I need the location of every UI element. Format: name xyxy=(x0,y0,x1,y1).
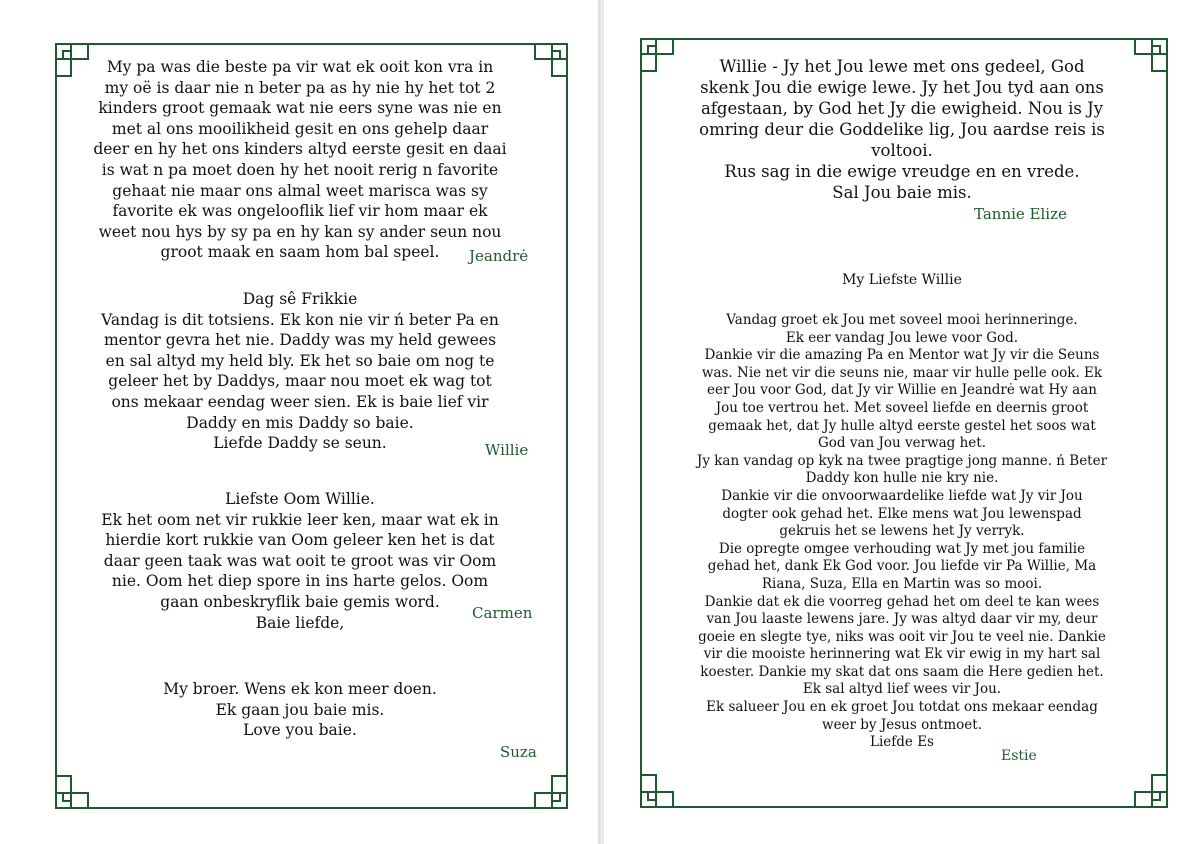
text-line: Jy kan vandag op kyk na twee pragtige jong manne. ń Beter xyxy=(696,452,1108,469)
text-line: eer Jou voor God, dat Jy vir Willie en Jeandrė wat Hy aan xyxy=(707,382,1097,399)
text-line: vir die mooiste herinnering wat Ek vir ewig in my hart sal xyxy=(703,646,1101,663)
text-line: Ek gaan jou baie mis. xyxy=(215,700,385,719)
text-line: goeie en slegte tye, niks was ooit vir Jou te veel nie. Dankie xyxy=(698,628,1106,645)
text-line: Dankie vir die onvoorwaardelike liefde wat Jy vir Jou xyxy=(721,487,1083,504)
text-line: favorite ek was ongelooflik lief vir hom maar ek xyxy=(112,202,488,221)
signature-carmen: Carmen xyxy=(472,604,533,622)
text-line: mentor gevra het nie. Daddy was my held gewees xyxy=(103,331,497,350)
text-line: my oë is daar nie n beter pa as hy nie hy het tot 2 xyxy=(104,78,496,97)
text-line: Ek het oom net vir rukkie leer ken, maar wat ek in xyxy=(101,510,499,529)
tribute-estie xyxy=(634,312,1170,752)
text-line: Vandag groet ek Jou met soveel mooi herinneringe. xyxy=(726,312,1078,328)
tribute-willie xyxy=(40,289,560,454)
text-line: gaan onbeskryflik baie gemis word. xyxy=(160,592,440,611)
text-line: was. Nie net vir die seuns nie, maar vir hulle pelle ook. Ek xyxy=(701,364,1103,381)
text-line: Dankie vir die amazing Pa en Mentor wat Jy vir die Seuns xyxy=(704,347,1100,364)
tribute-heading: My Liefste Willie xyxy=(842,272,962,288)
text-line: is wat n pa moet doen hy het nooit rerig n favorite xyxy=(101,160,499,179)
text-line: Rus sag in die ewige vreudge en en vrede. xyxy=(724,162,1080,181)
text-line: Dag sê Frikkie xyxy=(242,290,358,308)
text-line: en sal altyd my held bly. Ek het so baie om nog te xyxy=(105,351,495,370)
text-line: voltooi. xyxy=(871,141,933,160)
text-line: Dankie dat ek die voorreg gehad het om deel te kan wees xyxy=(704,593,1100,610)
signature-jeandre: Jeandrė xyxy=(469,247,529,265)
signature-suza: Suza xyxy=(500,743,537,761)
text-line: dogter ook gehad het. Elke mens wat Jou lewenspad xyxy=(722,505,1082,522)
text-line: Ek salueer Jou en ek groet Jou totdat ons mekaar eendag xyxy=(706,699,1098,716)
right-page xyxy=(604,0,1200,844)
text-line: gehaat nie maar ons almal weet marisca was sy xyxy=(112,181,488,200)
text-line: Daddy en mis Daddy so baie. xyxy=(186,413,414,432)
text-line: God van Jou verwag het. xyxy=(817,435,987,452)
text-line: van Jou laaste lewens jare. Jy was altyd daar vir my, deur xyxy=(706,611,1098,628)
text-line: Vandag is dit totsiens. Ek kon nie vir ń beter Pa en xyxy=(101,310,499,329)
text-line: Liefde Daddy se seun. xyxy=(213,434,387,453)
text-line: koester. Dankie my skat dat ons saam die Here gedien het. xyxy=(700,663,1104,680)
text-line: Willie - Jy het Jou lewe met ons gedeel, God xyxy=(719,57,1085,76)
text-line: gehad het, dank Ek God voor. Jou liefde vir Pa Willie, Ma xyxy=(707,558,1097,575)
text-line: ons mekaar eendag weer sien. Ek is baie lief vir xyxy=(111,392,489,411)
tribute-elize xyxy=(634,56,1170,203)
text-line: Liefste Oom Willie. xyxy=(225,490,375,508)
text-line: gemaak het, dat Jy hulle altyd eerste gestel het soos wat xyxy=(708,417,1096,434)
text-line: Ek sal altyd lief wees vir Jou. xyxy=(802,681,1002,698)
text-line: daar geen taak was wat ooit te groot was vir Oom xyxy=(103,551,497,570)
signature-willie: Willie xyxy=(485,441,529,459)
text-line: met al ons mooilikheid gesit en ons gehelp daar xyxy=(111,119,489,138)
text-line: My pa was die beste pa vir wat ek ooit kon vra in xyxy=(106,58,494,76)
text-line: gekruis het se lewens het Jy verryk. xyxy=(779,523,1025,540)
text-line: Baie liefde, xyxy=(255,613,345,632)
text-line: Jou toe vertrou het. Met soveel liefde en deernis groot xyxy=(715,399,1089,416)
text-line: kinders groot gemaak wat nie eers syne was nie en xyxy=(98,99,502,118)
text-line: deer en hy het ons kinders altyd eerste gesit en daai xyxy=(93,140,507,159)
signature-estie: Estie xyxy=(1001,748,1037,764)
signature-elize: Tannie Elize xyxy=(974,205,1067,223)
text-line: omring deur die Goddelike lig, Jou aardse reis is xyxy=(699,120,1105,139)
tribute-jeandre xyxy=(40,57,560,263)
text-line: Daddy kon hulle nie kry nie. xyxy=(805,470,999,487)
text-line: My broer. Wens ek kon meer doen. xyxy=(163,680,437,698)
text-line: nie. Oom het diep spore in ins harte gelos. Oom xyxy=(111,572,489,591)
text-line: Die opregte omgee verhouding wat Jy met jou familie xyxy=(718,540,1086,557)
text-line: Liefde Es xyxy=(870,734,934,751)
tribute-suza xyxy=(40,679,560,741)
text-line: Riana, Suza, Ella en Martin was so mooi. xyxy=(761,575,1043,592)
text-line: afgestaan, by God het Jy die ewigheid. Nou is Jy xyxy=(700,99,1104,118)
text-line: weer by Jesus ontmoet. xyxy=(822,716,982,733)
text-line: skenk Jou die ewige lewe. Jy het Jou tyd aan ons xyxy=(700,78,1104,97)
text-line: Ek eer vandag Jou lewe voor God. xyxy=(785,329,1019,346)
text-line: groot maak en saam hom bal speel. xyxy=(160,243,440,262)
text-line: geleer het by Daddys, maar nou moet ek wag tot xyxy=(108,372,492,391)
text-line: Sal Jou baie mis. xyxy=(832,183,972,202)
text-line: weet nou hys by sy pa en hy kan sy ander seun nou xyxy=(98,222,502,241)
text-line: Love you baie. xyxy=(243,721,357,740)
text-line: hierdie kort rukkie van Oom geleer ken het is dat xyxy=(105,531,495,550)
